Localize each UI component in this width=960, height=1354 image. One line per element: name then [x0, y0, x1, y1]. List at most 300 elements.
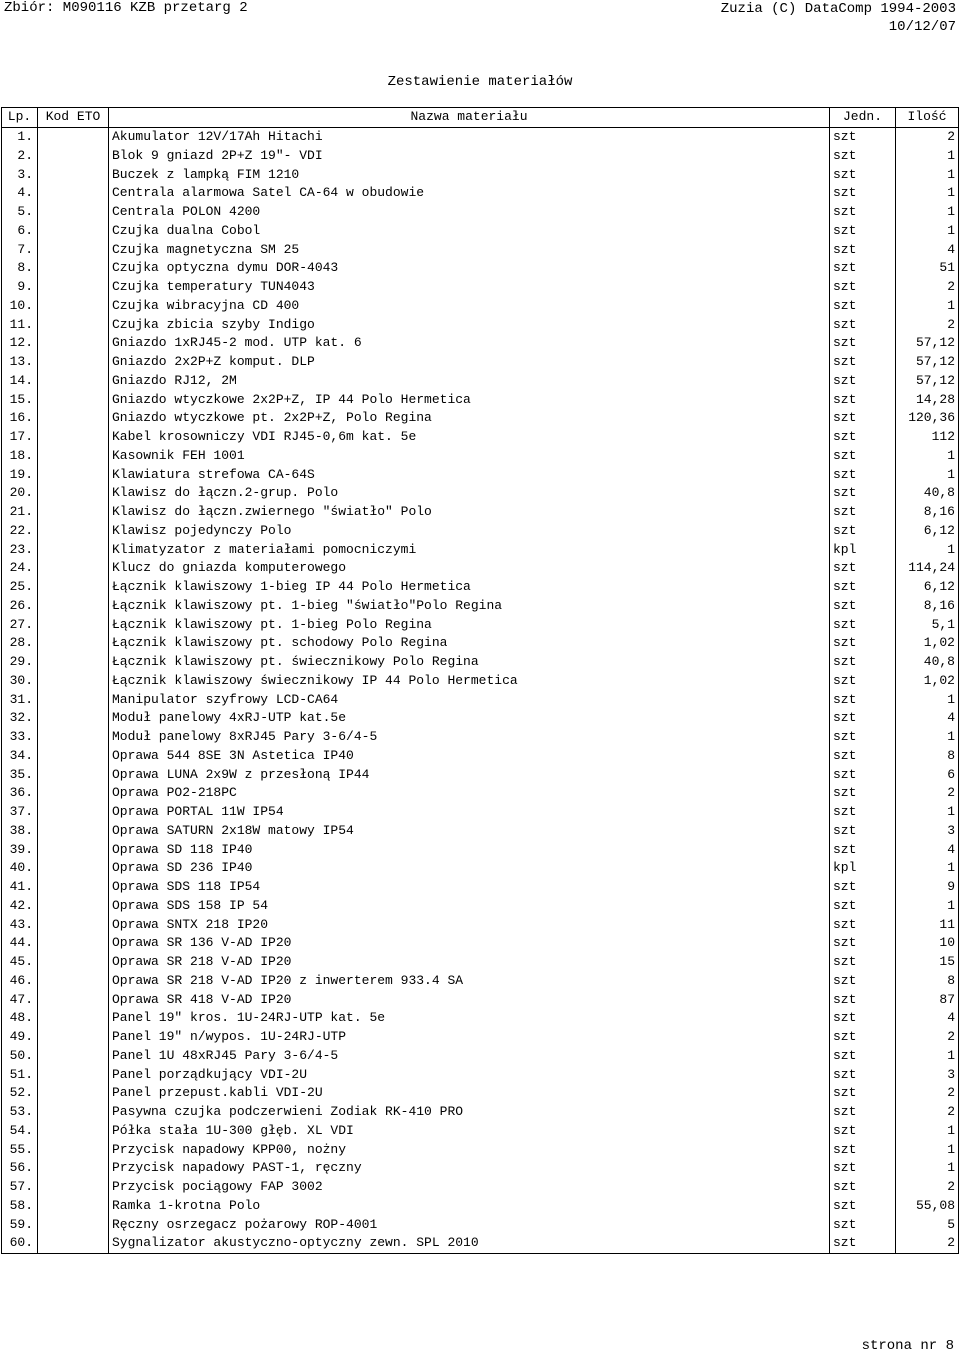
table-row [2, 203, 959, 222]
material-name: Czujka optyczna dymu DOR-4043 [109, 259, 830, 278]
material-unit: szt [830, 222, 896, 241]
row-number: 55. [2, 1140, 38, 1159]
row-kod [38, 1178, 109, 1197]
row-number: 39. [2, 840, 38, 859]
material-unit: szt [830, 1234, 896, 1253]
material-name: Łącznik klawiszowy pt. 1-bieg Polo Regina [109, 615, 830, 634]
material-unit: szt [830, 1084, 896, 1103]
col-header-kod: Kod ETO [38, 108, 109, 128]
material-quantity: 1 [896, 447, 959, 466]
row-number: 19. [2, 465, 38, 484]
row-kod [38, 1234, 109, 1253]
row-number: 17. [2, 428, 38, 447]
table-row [2, 315, 959, 334]
material-quantity: 6 [896, 765, 959, 784]
row-kod [38, 1047, 109, 1066]
col-header-unit: Jedn. [830, 108, 896, 128]
material-unit: szt [830, 747, 896, 766]
row-number: 8. [2, 259, 38, 278]
material-name: Oprawa SD 118 IP40 [109, 840, 830, 859]
table-header-row [2, 108, 959, 128]
row-number: 36. [2, 784, 38, 803]
row-kod [38, 165, 109, 184]
row-kod [38, 297, 109, 316]
row-number: 40. [2, 859, 38, 878]
row-kod [38, 334, 109, 353]
table-row [2, 484, 959, 503]
row-kod [38, 447, 109, 466]
row-number: 26. [2, 597, 38, 616]
material-name: Oprawa SR 218 V-AD IP20 [109, 953, 830, 972]
row-number: 34. [2, 747, 38, 766]
row-number: 45. [2, 953, 38, 972]
material-name: Buczek z lampką FIM 1210 [109, 165, 830, 184]
table-row [2, 747, 959, 766]
row-number: 44. [2, 934, 38, 953]
material-quantity: 57,12 [896, 334, 959, 353]
material-name: Oprawa SD 236 IP40 [109, 859, 830, 878]
table-row [2, 784, 959, 803]
material-quantity: 1 [896, 184, 959, 203]
row-number: 9. [2, 278, 38, 297]
material-name: Przycisk pociągowy FAP 3002 [109, 1178, 830, 1197]
table-row [2, 709, 959, 728]
table-row [2, 522, 959, 541]
material-quantity: 6,12 [896, 578, 959, 597]
material-name: Półka stała 1U-300 głęb. XL VDI [109, 1122, 830, 1141]
material-quantity: 120,36 [896, 409, 959, 428]
material-quantity: 11 [896, 915, 959, 934]
material-name: Czujka zbicia szyby Indigo [109, 315, 830, 334]
table-row [2, 540, 959, 559]
row-kod [38, 878, 109, 897]
row-number: 30. [2, 672, 38, 691]
row-kod [38, 897, 109, 916]
row-number: 37. [2, 803, 38, 822]
row-number: 35. [2, 765, 38, 784]
material-quantity: 1,02 [896, 634, 959, 653]
row-number: 56. [2, 1159, 38, 1178]
material-name: Czujka magnetyczna SM 25 [109, 240, 830, 259]
material-quantity: 14,28 [896, 390, 959, 409]
table-row [2, 1122, 959, 1141]
row-kod [38, 503, 109, 522]
material-quantity: 1 [896, 297, 959, 316]
material-name: Czujka wibracyjna CD 400 [109, 297, 830, 316]
table-row [2, 1197, 959, 1216]
material-unit: szt [830, 1103, 896, 1122]
material-name: Czujka dualna Cobol [109, 222, 830, 241]
material-quantity: 114,24 [896, 559, 959, 578]
material-unit: szt [830, 372, 896, 391]
row-kod [38, 222, 109, 241]
row-number: 47. [2, 990, 38, 1009]
material-quantity: 2 [896, 315, 959, 334]
material-quantity: 1 [896, 222, 959, 241]
material-unit: szt [830, 765, 896, 784]
material-unit: szt [830, 822, 896, 841]
table-row [2, 897, 959, 916]
row-kod [38, 840, 109, 859]
material-unit: szt [830, 484, 896, 503]
row-kod [38, 709, 109, 728]
material-name: Akumulator 12V/17Ah Hitachi [109, 127, 830, 146]
row-kod [38, 278, 109, 297]
row-kod [38, 934, 109, 953]
material-unit: szt [830, 390, 896, 409]
row-number: 12. [2, 334, 38, 353]
row-kod [38, 540, 109, 559]
table-row [2, 1178, 959, 1197]
material-unit: szt [830, 1140, 896, 1159]
material-unit: szt [830, 315, 896, 334]
table-row [2, 690, 959, 709]
col-header-qty: Ilość [896, 108, 959, 128]
material-unit: szt [830, 878, 896, 897]
material-name: Klucz do gniazda komputerowego [109, 559, 830, 578]
row-number: 28. [2, 634, 38, 653]
material-quantity: 1 [896, 1159, 959, 1178]
material-quantity: 40,8 [896, 653, 959, 672]
row-kod [38, 615, 109, 634]
table-row [2, 1140, 959, 1159]
material-unit: szt [830, 578, 896, 597]
table-row [2, 1215, 959, 1234]
material-unit: szt [830, 972, 896, 991]
row-kod [38, 672, 109, 691]
row-kod [38, 1197, 109, 1216]
row-number: 10. [2, 297, 38, 316]
table-row [2, 1028, 959, 1047]
material-quantity: 1 [896, 1047, 959, 1066]
table-row [2, 147, 959, 166]
material-unit: szt [830, 840, 896, 859]
table-row [2, 372, 959, 391]
table-body [2, 127, 959, 1253]
date-label: 10/12/07 [888, 19, 956, 35]
material-unit: szt [830, 522, 896, 541]
table-row [2, 597, 959, 616]
material-quantity: 1 [896, 1122, 959, 1141]
row-number: 32. [2, 709, 38, 728]
table-row [2, 672, 959, 691]
material-unit: szt [830, 259, 896, 278]
material-name: Kabel krosowniczy VDI RJ45-0,6m kat. 5e [109, 428, 830, 447]
table-row [2, 634, 959, 653]
table-row [2, 578, 959, 597]
table-row [2, 503, 959, 522]
table-row [2, 1047, 959, 1066]
copyright-label: Zuzia (C) DataComp 1994-2003 [720, 1, 956, 17]
row-number: 14. [2, 372, 38, 391]
table-row [2, 934, 959, 953]
row-number: 58. [2, 1197, 38, 1216]
material-name: Panel 1U 48xRJ45 Pary 3-6/4-5 [109, 1047, 830, 1066]
row-number: 21. [2, 503, 38, 522]
row-kod [38, 240, 109, 259]
table-row [2, 1103, 959, 1122]
row-kod [38, 559, 109, 578]
row-kod [38, 1009, 109, 1028]
material-quantity: 8 [896, 972, 959, 991]
row-kod [38, 259, 109, 278]
row-number: 33. [2, 728, 38, 747]
material-name: Gniazdo RJ12, 2M [109, 372, 830, 391]
material-name: Gniazdo wtyczkowe pt. 2x2P+Z, Polo Regina [109, 409, 830, 428]
material-unit: szt [830, 147, 896, 166]
material-quantity: 3 [896, 822, 959, 841]
material-unit: szt [830, 803, 896, 822]
material-quantity: 3 [896, 1065, 959, 1084]
row-kod [38, 127, 109, 146]
material-quantity: 1 [896, 465, 959, 484]
material-unit: szt [830, 915, 896, 934]
material-quantity: 57,12 [896, 353, 959, 372]
row-kod [38, 690, 109, 709]
material-name: Ręczny osrzegacz pożarowy ROP-4001 [109, 1215, 830, 1234]
row-kod [38, 972, 109, 991]
material-name: Ramka 1-krotna Polo [109, 1197, 830, 1216]
row-number: 6. [2, 222, 38, 241]
material-unit: szt [830, 334, 896, 353]
material-unit: szt [830, 709, 896, 728]
row-number: 31. [2, 690, 38, 709]
table-row [2, 559, 959, 578]
material-quantity: 6,12 [896, 522, 959, 541]
material-unit: szt [830, 165, 896, 184]
material-unit: szt [830, 1122, 896, 1141]
row-number: 59. [2, 1215, 38, 1234]
table-row [2, 822, 959, 841]
material-name: Czujka temperatury TUN4043 [109, 278, 830, 297]
material-unit: szt [830, 278, 896, 297]
material-quantity: 1 [896, 165, 959, 184]
row-number: 48. [2, 1009, 38, 1028]
material-name: Centrala alarmowa Satel CA-64 w obudowie [109, 184, 830, 203]
col-header-name: Nazwa materiału [109, 108, 830, 128]
material-name: Centrala POLON 4200 [109, 203, 830, 222]
material-name: Gniazdo 2x2P+Z komput. DLP [109, 353, 830, 372]
row-kod [38, 353, 109, 372]
material-name: Manipulator szyfrowy LCD-CA64 [109, 690, 830, 709]
material-quantity: 1 [896, 147, 959, 166]
row-kod [38, 522, 109, 541]
row-kod [38, 1028, 109, 1047]
row-kod [38, 728, 109, 747]
material-name: Klawisz do łączn.zwiernego "światło" Polo [109, 503, 830, 522]
material-name: Oprawa SR 136 V-AD IP20 [109, 934, 830, 953]
table-row [2, 878, 959, 897]
table-row [2, 184, 959, 203]
table-row [2, 240, 959, 259]
material-quantity: 87 [896, 990, 959, 1009]
material-name: Klawisz pojedynczy Polo [109, 522, 830, 541]
material-quantity: 1 [896, 203, 959, 222]
material-quantity: 1 [896, 803, 959, 822]
row-kod [38, 953, 109, 972]
table-row [2, 1009, 959, 1028]
material-unit: szt [830, 728, 896, 747]
row-number: 60. [2, 1234, 38, 1253]
row-kod [38, 597, 109, 616]
table-row [2, 334, 959, 353]
material-unit: szt [830, 1178, 896, 1197]
table-row [2, 428, 959, 447]
material-unit: szt [830, 672, 896, 691]
material-unit: szt [830, 203, 896, 222]
material-unit: szt [830, 503, 896, 522]
row-kod [38, 1103, 109, 1122]
material-quantity: 112 [896, 428, 959, 447]
table-row [2, 165, 959, 184]
row-kod [38, 465, 109, 484]
material-name: Przycisk napadowy PAST-1, ręczny [109, 1159, 830, 1178]
col-header-lp: Lp. [2, 108, 38, 128]
row-number: 51. [2, 1065, 38, 1084]
table-row [2, 1159, 959, 1178]
material-quantity: 4 [896, 709, 959, 728]
material-name: Oprawa SATURN 2x18W matowy IP54 [109, 822, 830, 841]
row-kod [38, 1140, 109, 1159]
table-row [2, 222, 959, 241]
table-row [2, 972, 959, 991]
material-name: Panel 19" n/wypos. 1U-24RJ-UTP [109, 1028, 830, 1047]
materials-table [1, 107, 959, 1254]
material-unit: szt [830, 1065, 896, 1084]
material-name: Łącznik klawiszowy pt. świecznikowy Polo Regina [109, 653, 830, 672]
material-unit: szt [830, 240, 896, 259]
table-row [2, 353, 959, 372]
material-quantity: 1,02 [896, 672, 959, 691]
row-number: 49. [2, 1028, 38, 1047]
row-number: 11. [2, 315, 38, 334]
table-row [2, 728, 959, 747]
table-row [2, 990, 959, 1009]
row-number: 13. [2, 353, 38, 372]
material-quantity: 4 [896, 240, 959, 259]
material-quantity: 5,1 [896, 615, 959, 634]
material-unit: szt [830, 1215, 896, 1234]
material-unit: szt [830, 559, 896, 578]
row-kod [38, 409, 109, 428]
row-kod [38, 765, 109, 784]
material-name: Łącznik klawiszowy pt. 1-bieg "światło"Polo Regina [109, 597, 830, 616]
row-number: 27. [2, 615, 38, 634]
material-quantity: 40,8 [896, 484, 959, 503]
material-quantity: 1 [896, 897, 959, 916]
row-number: 16. [2, 409, 38, 428]
material-name: Klawisz do łączn.2-grup. Polo [109, 484, 830, 503]
material-unit: szt [830, 784, 896, 803]
row-kod [38, 747, 109, 766]
material-name: Oprawa SR 418 V-AD IP20 [109, 990, 830, 1009]
row-kod [38, 990, 109, 1009]
material-name: Gniazdo 1xRJ45-2 mod. UTP kat. 6 [109, 334, 830, 353]
material-quantity: 51 [896, 259, 959, 278]
row-kod [38, 1215, 109, 1234]
material-quantity: 8,16 [896, 597, 959, 616]
material-name: Oprawa 544 8SE 3N Astetica IP40 [109, 747, 830, 766]
material-quantity: 15 [896, 953, 959, 972]
material-unit: szt [830, 934, 896, 953]
material-quantity: 2 [896, 784, 959, 803]
material-unit: szt [830, 1159, 896, 1178]
row-kod [38, 184, 109, 203]
row-kod [38, 147, 109, 166]
document-title: Zestawienie materiałów [387, 74, 573, 90]
row-number: 4. [2, 184, 38, 203]
material-name: Oprawa SDS 118 IP54 [109, 878, 830, 897]
row-kod [38, 578, 109, 597]
material-quantity: 2 [896, 1103, 959, 1122]
material-unit: szt [830, 184, 896, 203]
material-unit: szt [830, 615, 896, 634]
material-unit: szt [830, 953, 896, 972]
material-unit: szt [830, 634, 896, 653]
row-kod [38, 484, 109, 503]
material-unit: kpl [830, 859, 896, 878]
material-quantity: 2 [896, 1028, 959, 1047]
material-name: Oprawa LUNA 2x9W z przesłoną IP44 [109, 765, 830, 784]
row-kod [38, 634, 109, 653]
row-kod [38, 1084, 109, 1103]
material-name: Łącznik klawiszowy pt. schodowy Polo Regina [109, 634, 830, 653]
row-number: 20. [2, 484, 38, 503]
table-row [2, 297, 959, 316]
table-row [2, 653, 959, 672]
page-number: strona nr 8 [861, 1338, 954, 1354]
material-name: Panel porządkujący VDI-2U [109, 1065, 830, 1084]
material-unit: szt [830, 353, 896, 372]
row-number: 15. [2, 390, 38, 409]
row-kod [38, 203, 109, 222]
material-unit: szt [830, 897, 896, 916]
material-unit: szt [830, 127, 896, 146]
material-quantity: 8 [896, 747, 959, 766]
material-name: Panel 19" kros. 1U-24RJ-UTP kat. 5e [109, 1009, 830, 1028]
row-number: 29. [2, 653, 38, 672]
material-unit: szt [830, 465, 896, 484]
row-kod [38, 1065, 109, 1084]
table-row [2, 953, 959, 972]
material-quantity: 2 [896, 278, 959, 297]
row-number: 5. [2, 203, 38, 222]
row-kod [38, 803, 109, 822]
material-quantity: 2 [896, 1178, 959, 1197]
row-number: 53. [2, 1103, 38, 1122]
material-quantity: 5 [896, 1215, 959, 1234]
row-number: 43. [2, 915, 38, 934]
material-quantity: 1 [896, 540, 959, 559]
material-quantity: 4 [896, 840, 959, 859]
material-name: Oprawa PORTAL 11W IP54 [109, 803, 830, 822]
material-name: Oprawa SNTX 218 IP20 [109, 915, 830, 934]
row-kod [38, 390, 109, 409]
row-number: 2. [2, 147, 38, 166]
row-number: 41. [2, 878, 38, 897]
table-row [2, 259, 959, 278]
row-number: 50. [2, 1047, 38, 1066]
material-unit: szt [830, 428, 896, 447]
row-kod [38, 1159, 109, 1178]
material-unit: szt [830, 1047, 896, 1066]
material-quantity: 10 [896, 934, 959, 953]
row-kod [38, 822, 109, 841]
table-row [2, 447, 959, 466]
row-kod [38, 372, 109, 391]
table-row [2, 615, 959, 634]
row-number: 1. [2, 127, 38, 146]
